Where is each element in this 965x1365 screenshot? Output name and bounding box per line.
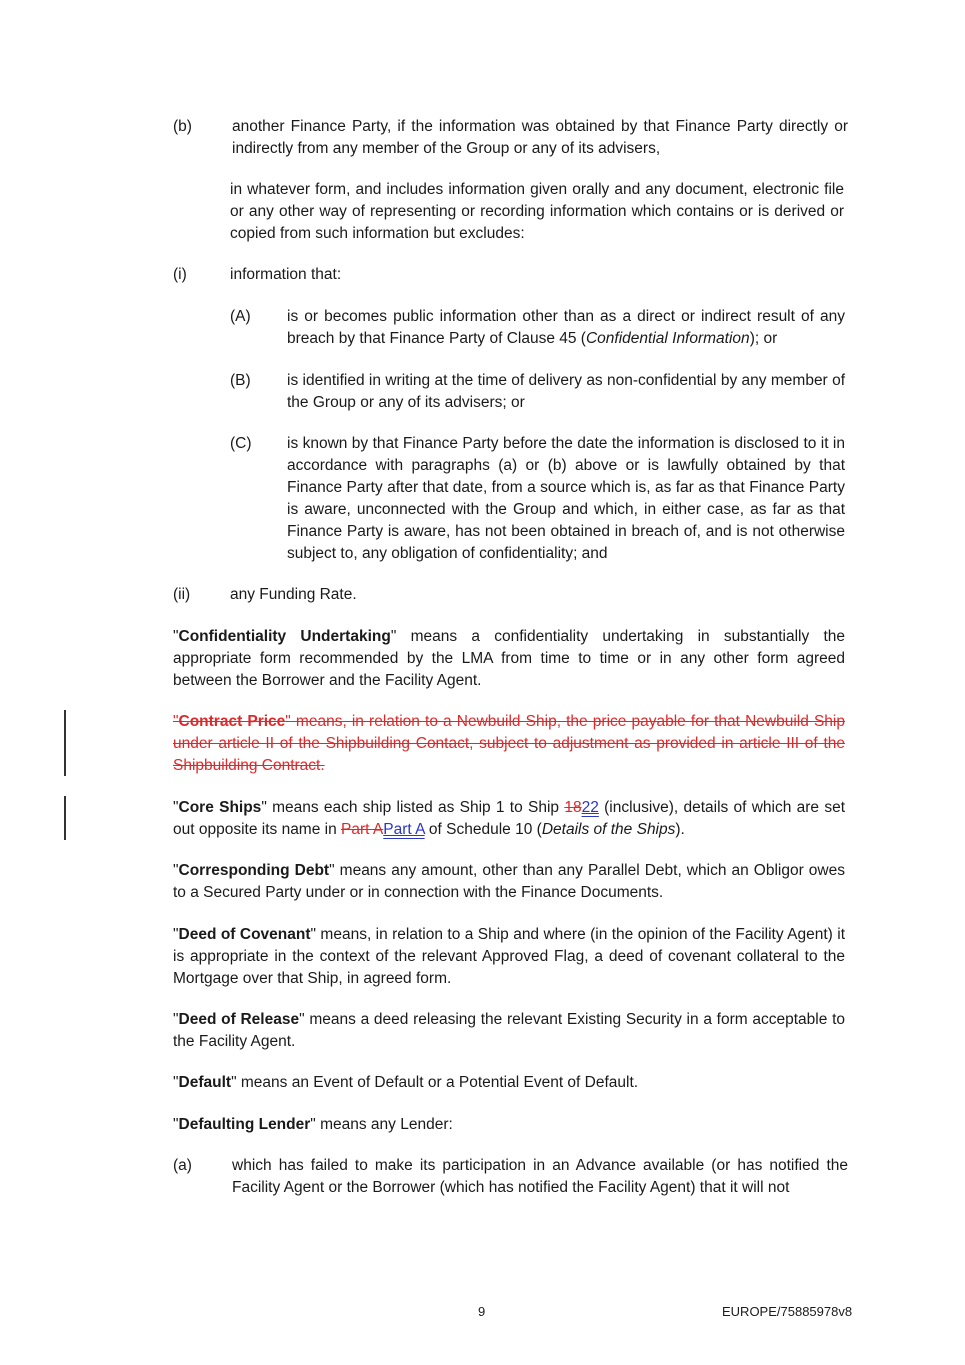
- definition-deed-of-release: "Deed of Release" means a deed releasing the relevant Existing Security in a form acceptable to the Facility Agent.: [173, 1011, 846, 1050]
- definition-deed-of-covenant: "Deed of Covenant" means, in relation to a Ship and where (in the opinion of the Facility Agent) it is appropriate in the context of the relevant Approved Flag, a deed of covenant collateral to the Mortgage over that Ship, in agreed form.: [173, 926, 845, 987]
- deleted-text: Part A: [341, 821, 384, 838]
- inserted-text: Part A: [383, 821, 425, 838]
- item-C-text: is known by that Finance Party before the date the information is disclosed to it in accordance with paragraphs (a) or (b) above or is lawfully obtained by that Finance Party after that date, from a source which is, as far as that Finance Party is aware, unconnected with the Group and which, in either case, as far as that Finance Party is aware, has not been obtained in breach of, and is not otherwise subject to, any obligation of confidentiality; and: [287, 435, 845, 562]
- item-i-text: information that:: [230, 266, 342, 283]
- definition-default: "Default" means an Event of Default or a Potential Event of Default.: [173, 1074, 639, 1091]
- whatever-form-paragraph: in whatever form, and includes information given orally and any document, electronic file or any other way of representing or recording information which contains or is derived or copied from such information but excludes:: [230, 181, 844, 242]
- deleted-text: 18: [564, 799, 582, 816]
- item-b-label: (b): [173, 118, 192, 135]
- definition-corresponding-debt: "Corresponding Debt" means any amount, other than any Parallel Debt, which an Obligor owes to a Secured Party under or in connection with the Finance Documents.: [173, 862, 845, 901]
- change-bar: [64, 796, 66, 840]
- item-b-text: another Finance Party, if the information was obtained by that Finance Party directly or indirectly from any member of the Group or any of its advisers,: [232, 118, 848, 157]
- item-B-label: (B): [230, 372, 251, 389]
- definition-core-ships: "Core Ships" means each ship listed as Ship 1 to Ship 1822 (inclusive), details of which are set out opposite its name in Part APart A of Schedule 10 (Details of the Ships).: [173, 799, 846, 838]
- change-bar: [64, 710, 66, 776]
- item-A-text: is or becomes public information other than as a direct or indirect result of any breach by that Finance Party of Clause 45 (Confidential Information); or: [287, 308, 845, 347]
- item-ii-label: (ii): [173, 586, 191, 603]
- document-reference: EUROPE/75885978v8: [722, 1304, 853, 1319]
- item-ii-text: any Funding Rate.: [230, 586, 357, 603]
- page-number: 9: [478, 1304, 486, 1319]
- item-B-text: is identified in writing at the time of delivery as non-confidential by any member of the Group or any of its advisers; or: [287, 372, 845, 411]
- item-a-text: which has failed to make its participation in an Advance available (or has notified the Facility Agent or the Borrower (which has notified the Facility Agent) that it will not: [232, 1157, 848, 1196]
- item-C-label: (C): [230, 435, 252, 452]
- definition-defaulting-lender: "Defaulting Lender" means any Lender:: [173, 1116, 453, 1133]
- item-i-label: (i): [173, 266, 187, 283]
- definition-contract-price-deleted: "Contract Price" means, in relation to a Newbuild Ship, the price payable for that Newbuild Ship under article II of the Shipbuilding Contact, subject to adjustment as provided in article III of the Shipbuilding Contract.: [173, 713, 845, 774]
- definition-confidentiality-undertaking: "Confidentiality Undertaking" means a confidentiality undertaking in substantially the appropriate form recommended by the LMA from time to time or in any other form agreed between the Borrower and the Facility Agent.: [173, 628, 845, 689]
- item-a-label: (a): [173, 1157, 192, 1174]
- item-A-label: (A): [230, 308, 251, 325]
- inserted-text: 22: [581, 799, 599, 816]
